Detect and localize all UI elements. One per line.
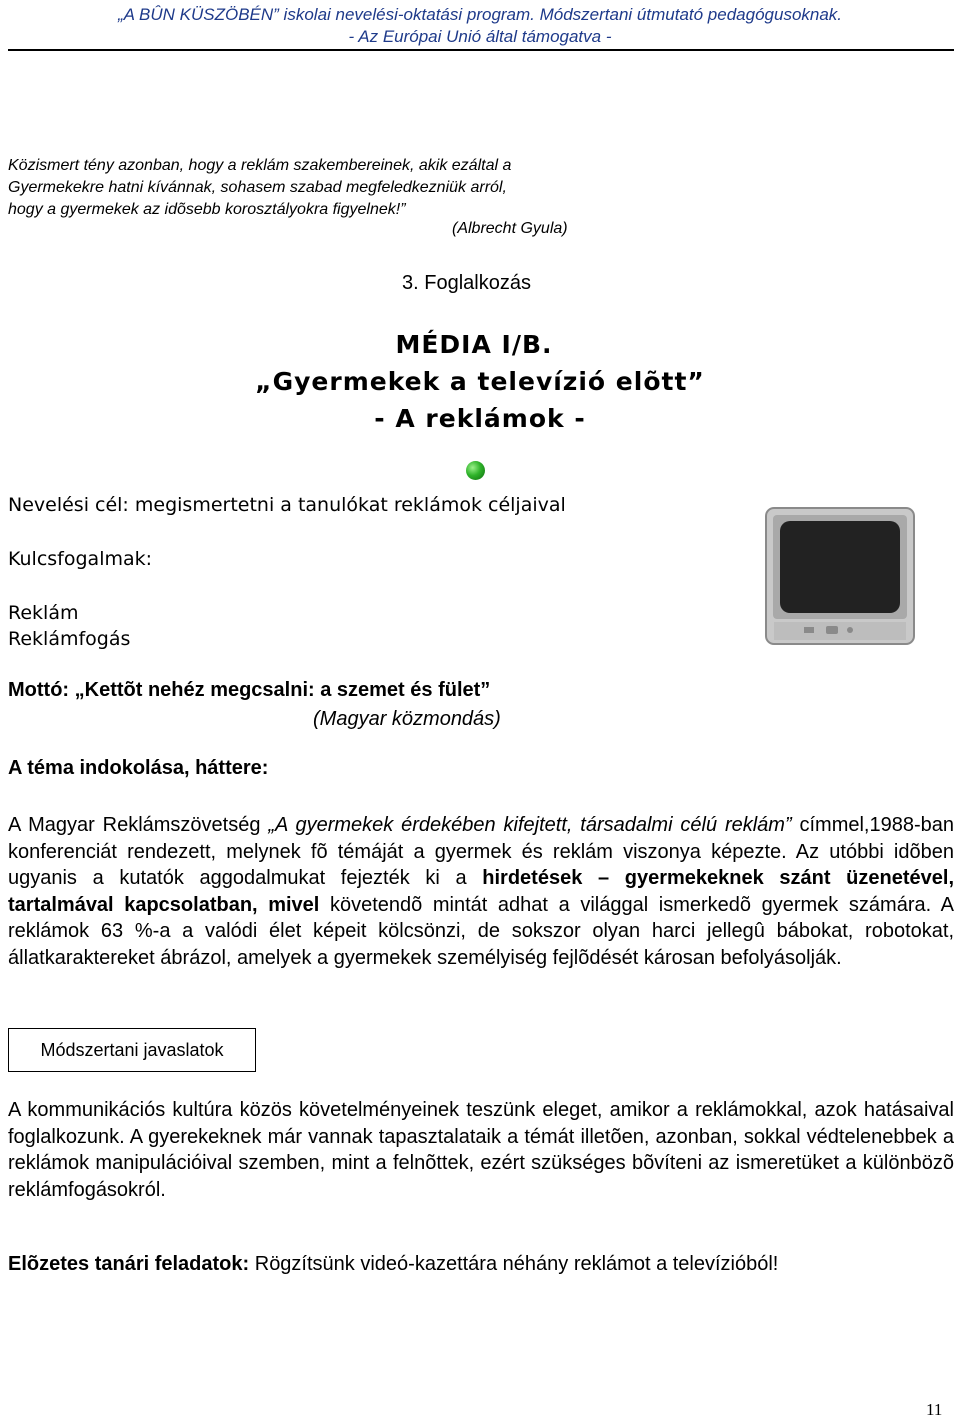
conference-title: „A gyermekek érdekében kifejtett, társadalmi célú reklám” xyxy=(268,814,792,836)
methodology-paragraph: A kommunikációs kultúra közös követelményeinek teszünk eleget, amikor a reklámokkal, azok hatásaival foglalkozunk. A gyerekeknek már vannak tapasztalataik a témát illetõen, azonban, sokkal védtelenebbek a reklámok manipulációival szemben, mint a felnõttek, ezért szükséges bõvíteni az ismeretüket a különbözõ reklámfogásokról. xyxy=(8,1099,954,1201)
key-concepts-label: Kulcsfogalmak: xyxy=(8,548,153,570)
header-line-1: „A BÛN KÜSZÖBÉN” iskolai nevelési-oktatási program. Módszertani útmutató pedagógusoknak. xyxy=(117,5,843,24)
quote-line: Közismert tény azonban, hogy a reklám szakembereinek, akik ezáltal a xyxy=(8,157,512,174)
quote-line: hogy a gyermekek az idõsebb korosztályokra figyelnek!” xyxy=(8,201,406,218)
text-span: követendõ mintát adhat a világgal ismerkedõ gyermek számára. A reklámok 63 %-a a valódi élet képeit kölcsönzi, de sokszor olyan harci jellegû bábokat, robotokat, állatkaraktereket ábrázol, amelyek a gyermekek személyiség fejlõdését károsan befolyásolják. xyxy=(8,893,954,969)
running-header xyxy=(0,4,960,48)
bold-emphasis: hirdetések – gyermekeknek szánt üzenetével, tartalmával kapcsolatban, mivel xyxy=(8,867,955,916)
rationale-heading: A téma indokolása, háttere: xyxy=(8,757,269,779)
header-line-2: - Az Európai Unió által támogatva - xyxy=(348,27,612,46)
list-item: Reklámfogás xyxy=(8,628,131,650)
text-span: A Magyar Reklámszövetség xyxy=(8,814,269,836)
header-rule xyxy=(8,49,954,51)
teacher-tasks-text: Rögzítsünk videó-kazettára néhány reklámot a televízióból! xyxy=(249,1253,779,1275)
educational-goal: Nevelési cél: megismertetni a tanulókat reklámok céljaival xyxy=(8,494,566,516)
title-line-1: MÉDIA I/B. xyxy=(395,330,553,359)
quote-line: Gyermekekre hatni kívánnak, sohasem szabad megfeledkezniük arról, xyxy=(8,179,507,196)
quote-author: (Albrecht Gyula) xyxy=(452,220,568,237)
methodology-box: Módszertani javaslatok xyxy=(8,1028,256,1072)
page-number: 11 xyxy=(926,1400,943,1419)
text-span: címmel,1988-ban konferenciát rendezett, melynek fõ témáját a gyermek és reklám viszonya képezte. Az utóbbi idõben ugyanis a kutatók aggodalmukat fejezték ki a xyxy=(8,814,955,889)
lesson-number: 3. Foglalkozás xyxy=(402,272,531,294)
rationale-paragraph xyxy=(8,812,954,971)
epigraph-quote xyxy=(8,155,511,221)
teacher-tasks-label: Elõzetes tanári feladatok: xyxy=(8,1253,250,1275)
teacher-tasks xyxy=(8,1253,778,1276)
television-icon xyxy=(764,506,916,653)
key-concepts-list xyxy=(8,600,130,652)
motto-source: (Magyar közmondás) xyxy=(313,708,501,730)
green-bullet-icon xyxy=(466,461,485,480)
list-item: Reklám xyxy=(8,602,79,624)
title-line-2: „Gyermekek a televízió elõtt” xyxy=(255,367,705,396)
motto: Mottó: „Kettõt nehéz megcsalni: a szemet és fület” xyxy=(8,679,491,701)
title-line-3: - A reklámok - xyxy=(374,404,586,433)
